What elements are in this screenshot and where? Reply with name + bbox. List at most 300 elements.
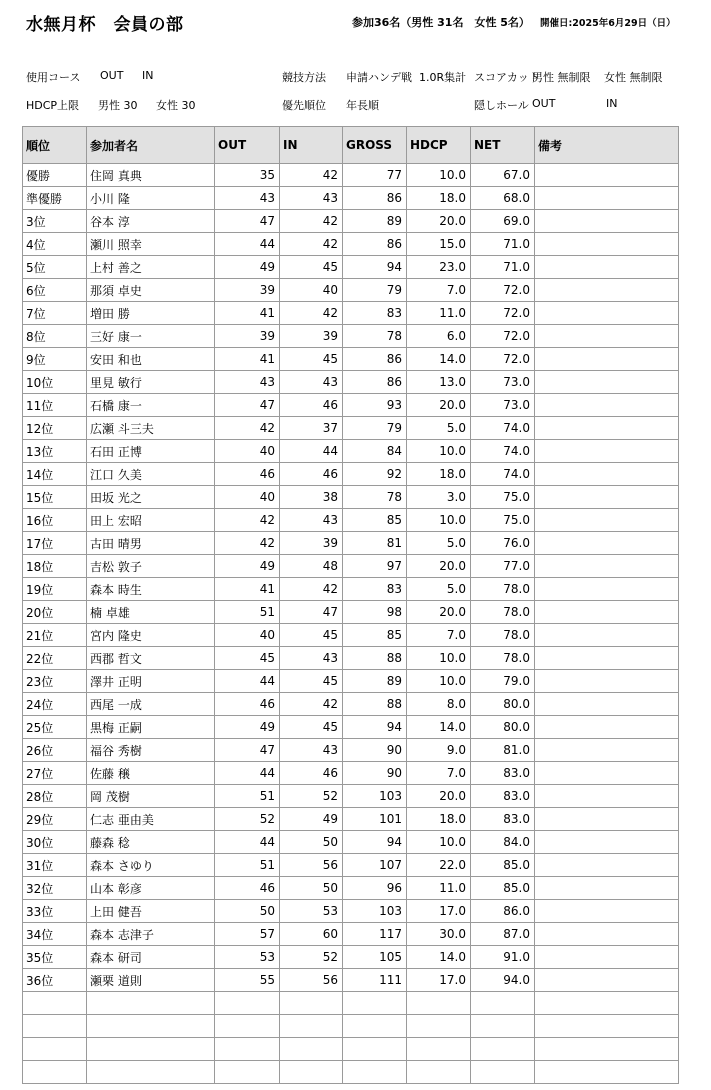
net-cell: 94.0 [471,969,535,992]
remarks-cell [535,394,679,417]
in-cell: 49 [280,808,343,831]
gross-cell: 97 [343,555,407,578]
hdcp-cell: 10.0 [407,164,471,187]
empty-cell [87,992,215,1015]
out-cell: 42 [215,509,280,532]
in-cell: 42 [280,693,343,716]
name-cell: 那須 卓史 [87,279,215,302]
empty-cell [471,1015,535,1038]
name-cell: 石橋 康一 [87,394,215,417]
remarks-cell [535,555,679,578]
header-rank: 順位 [23,127,87,164]
remarks-cell [535,946,679,969]
net-cell: 75.0 [471,486,535,509]
results-table [22,126,679,1084]
net-cell: 71.0 [471,256,535,279]
empty-cell [471,1038,535,1061]
hdcp-cell: 17.0 [407,900,471,923]
gross-cell: 78 [343,325,407,348]
cut-female: 女性 無制限 [604,71,663,84]
hdcp-cell: 10.0 [407,831,471,854]
in-cell: 45 [280,716,343,739]
name-cell: 上田 健吾 [87,900,215,923]
out-cell: 50 [215,900,280,923]
table-row [23,325,679,348]
gross-cell: 101 [343,808,407,831]
hdcp-cell: 14.0 [407,716,471,739]
hidden-hole-label: 隠しホール [474,99,529,112]
empty-row [23,992,679,1015]
name-cell: 黒梅 正嗣 [87,716,215,739]
empty-row [23,1061,679,1084]
name-cell: 西郡 哲文 [87,647,215,670]
net-cell: 80.0 [471,693,535,716]
course-out: OUT [100,69,124,82]
header-name: 参加者名 [87,127,215,164]
net-cell: 75.0 [471,509,535,532]
rank-cell: 15位 [23,486,87,509]
name-cell: 田坂 光之 [87,486,215,509]
hdcp-cell: 18.0 [407,463,471,486]
table-row [23,670,679,693]
in-cell: 45 [280,624,343,647]
hdcp-cell: 7.0 [407,624,471,647]
in-cell: 42 [280,233,343,256]
empty-cell [407,1015,471,1038]
table-row [23,854,679,877]
table-row [23,440,679,463]
in-cell: 46 [280,394,343,417]
empty-cell [23,992,87,1015]
gross-cell: 86 [343,371,407,394]
remarks-cell [535,670,679,693]
table-row [23,831,679,854]
gross-cell: 92 [343,463,407,486]
rank-cell: 18位 [23,555,87,578]
net-cell: 85.0 [471,877,535,900]
table-row [23,164,679,187]
method-label: 競技方法 [282,71,326,84]
in-cell: 47 [280,601,343,624]
remarks-cell [535,302,679,325]
gross-cell: 83 [343,578,407,601]
empty-cell [215,1015,280,1038]
in-cell: 37 [280,417,343,440]
gross-cell: 93 [343,394,407,417]
name-cell: 瀬川 照幸 [87,233,215,256]
in-cell: 45 [280,348,343,371]
table-row [23,371,679,394]
in-cell: 43 [280,509,343,532]
out-cell: 52 [215,808,280,831]
name-cell: 宮内 隆史 [87,624,215,647]
empty-row [23,1038,679,1061]
table-row [23,463,679,486]
rank-cell: 12位 [23,417,87,440]
in-cell: 60 [280,923,343,946]
hdcp-cell: 5.0 [407,578,471,601]
hdcp-cell: 20.0 [407,210,471,233]
remarks-cell [535,716,679,739]
out-cell: 44 [215,670,280,693]
in-cell: 42 [280,578,343,601]
empty-cell [343,1015,407,1038]
remarks-cell [535,371,679,394]
remarks-cell [535,624,679,647]
empty-cell [215,1061,280,1084]
empty-cell [280,1061,343,1084]
remarks-cell [535,785,679,808]
name-cell: 佐藤 穣 [87,762,215,785]
remarks-cell [535,187,679,210]
in-cell: 46 [280,762,343,785]
net-cell: 78.0 [471,624,535,647]
in-cell: 43 [280,647,343,670]
out-cell: 40 [215,486,280,509]
out-cell: 51 [215,601,280,624]
empty-cell [471,992,535,1015]
out-cell: 42 [215,532,280,555]
in-cell: 44 [280,440,343,463]
rank-cell: 準優勝 [23,187,87,210]
net-cell: 68.0 [471,187,535,210]
in-cell: 43 [280,187,343,210]
out-cell: 47 [215,394,280,417]
in-cell: 46 [280,463,343,486]
net-cell: 69.0 [471,210,535,233]
gross-cell: 85 [343,509,407,532]
in-cell: 40 [280,279,343,302]
name-cell: 小川 隆 [87,187,215,210]
gross-cell: 86 [343,187,407,210]
hdcp-cell: 30.0 [407,923,471,946]
in-cell: 53 [280,900,343,923]
method-value: 申請ハンデ戦 [346,71,412,84]
in-cell: 39 [280,325,343,348]
out-cell: 39 [215,279,280,302]
course-label: 使用コース [26,71,81,84]
header-hdcp: HDCP [407,127,471,164]
rank-cell: 25位 [23,716,87,739]
rank-cell: 24位 [23,693,87,716]
name-cell: 西尾 一成 [87,693,215,716]
table-row [23,946,679,969]
remarks-cell [535,831,679,854]
cut-label: スコアカット [474,71,540,84]
empty-cell [87,1015,215,1038]
remarks-cell [535,808,679,831]
hdcp-female: 女性 30 [156,99,196,112]
header-out: OUT [215,127,280,164]
empty-cell [343,1038,407,1061]
gross-cell: 94 [343,831,407,854]
rank-cell: 10位 [23,371,87,394]
name-cell: 増田 勝 [87,302,215,325]
header-gross: GROSS [343,127,407,164]
net-cell: 86.0 [471,900,535,923]
net-cell: 78.0 [471,578,535,601]
hdcp-male: 男性 30 [98,99,138,112]
empty-cell [23,1038,87,1061]
net-cell: 81.0 [471,739,535,762]
net-cell: 74.0 [471,417,535,440]
rank-cell: 17位 [23,532,87,555]
remarks-cell [535,877,679,900]
hdcp-cell: 14.0 [407,348,471,371]
name-cell: 森本 さゆり [87,854,215,877]
name-cell: 福谷 秀樹 [87,739,215,762]
rank-cell: 優勝 [23,164,87,187]
empty-cell [407,1061,471,1084]
hdcp-cell: 10.0 [407,670,471,693]
name-cell: 住岡 真典 [87,164,215,187]
in-cell: 38 [280,486,343,509]
hdcp-cell: 17.0 [407,969,471,992]
net-cell: 77.0 [471,555,535,578]
in-cell: 42 [280,302,343,325]
out-cell: 43 [215,371,280,394]
out-cell: 57 [215,923,280,946]
gross-cell: 88 [343,693,407,716]
remarks-cell [535,969,679,992]
empty-cell [23,1015,87,1038]
in-cell: 45 [280,670,343,693]
gross-cell: 96 [343,877,407,900]
out-cell: 47 [215,739,280,762]
empty-cell [535,992,679,1015]
table-row [23,279,679,302]
remarks-cell [535,325,679,348]
rank-cell: 16位 [23,509,87,532]
gross-cell: 90 [343,762,407,785]
hdcp-cell: 11.0 [407,877,471,900]
in-cell: 50 [280,831,343,854]
out-cell: 51 [215,854,280,877]
priority-value: 年長順 [346,99,379,112]
table-row [23,210,679,233]
empty-cell [215,1038,280,1061]
gross-cell: 94 [343,716,407,739]
remarks-cell [535,233,679,256]
gross-cell: 78 [343,486,407,509]
in-cell: 43 [280,371,343,394]
hdcp-cell: 3.0 [407,486,471,509]
out-cell: 41 [215,578,280,601]
out-cell: 51 [215,785,280,808]
table-header-row [23,127,679,164]
rank-cell: 29位 [23,808,87,831]
rank-cell: 19位 [23,578,87,601]
table-row [23,624,679,647]
rank-cell: 36位 [23,969,87,992]
in-cell: 56 [280,969,343,992]
name-cell: 楠 卓雄 [87,601,215,624]
hdcp-cell: 10.0 [407,647,471,670]
name-cell: 仁志 亜由美 [87,808,215,831]
name-cell: 森本 研司 [87,946,215,969]
rank-cell: 11位 [23,394,87,417]
out-cell: 49 [215,555,280,578]
table-row [23,647,679,670]
table-row [23,923,679,946]
table-row [23,509,679,532]
cut-male: 男性 無制限 [532,71,591,84]
out-cell: 35 [215,164,280,187]
out-cell: 55 [215,969,280,992]
out-cell: 44 [215,762,280,785]
net-cell: 83.0 [471,785,535,808]
name-cell: 石田 正博 [87,440,215,463]
gross-cell: 79 [343,279,407,302]
remarks-cell [535,486,679,509]
remarks-cell [535,647,679,670]
rank-cell: 7位 [23,302,87,325]
hdcp-cell: 20.0 [407,394,471,417]
hdcp-cell: 7.0 [407,762,471,785]
net-cell: 87.0 [471,923,535,946]
name-cell: 上村 善之 [87,256,215,279]
header-net: NET [471,127,535,164]
gross-cell: 103 [343,785,407,808]
name-cell: 江口 久美 [87,463,215,486]
gross-cell: 90 [343,739,407,762]
table-row [23,716,679,739]
remarks-cell [535,463,679,486]
rank-cell: 20位 [23,601,87,624]
remarks-cell [535,164,679,187]
net-cell: 74.0 [471,463,535,486]
in-cell: 48 [280,555,343,578]
hdcp-cell: 13.0 [407,371,471,394]
gross-cell: 86 [343,348,407,371]
hdcp-cell: 10.0 [407,509,471,532]
table-row [23,394,679,417]
out-cell: 45 [215,647,280,670]
remarks-cell [535,210,679,233]
name-cell: 吉松 敦子 [87,555,215,578]
out-cell: 53 [215,946,280,969]
in-cell: 42 [280,164,343,187]
name-cell: 澤井 正明 [87,670,215,693]
table-row [23,601,679,624]
empty-row [23,1015,679,1038]
name-cell: 広瀬 斗三夫 [87,417,215,440]
gross-cell: 94 [343,256,407,279]
net-cell: 78.0 [471,601,535,624]
table-row [23,187,679,210]
net-cell: 80.0 [471,716,535,739]
name-cell: 三好 康一 [87,325,215,348]
rank-cell: 27位 [23,762,87,785]
empty-cell [343,992,407,1015]
net-cell: 83.0 [471,808,535,831]
rank-cell: 30位 [23,831,87,854]
out-cell: 44 [215,831,280,854]
rank-cell: 28位 [23,785,87,808]
hidden-hole-out: OUT [532,97,556,110]
in-cell: 43 [280,739,343,762]
gross-cell: 88 [343,647,407,670]
table-row [23,578,679,601]
rank-cell: 9位 [23,348,87,371]
table-row [23,302,679,325]
rank-cell: 34位 [23,923,87,946]
remarks-cell [535,417,679,440]
rank-cell: 14位 [23,463,87,486]
out-cell: 49 [215,256,280,279]
name-cell: 森本 志津子 [87,923,215,946]
hdcp-cell: 10.0 [407,440,471,463]
remarks-cell [535,578,679,601]
remarks-cell [535,601,679,624]
out-cell: 41 [215,348,280,371]
net-cell: 76.0 [471,532,535,555]
empty-cell [471,1061,535,1084]
hdcp-cell: 14.0 [407,946,471,969]
rank-cell: 5位 [23,256,87,279]
name-cell: 山本 彰彦 [87,877,215,900]
hdcp-cell: 11.0 [407,302,471,325]
net-cell: 72.0 [471,302,535,325]
out-cell: 43 [215,187,280,210]
table-row [23,877,679,900]
gross-cell: 86 [343,233,407,256]
remarks-cell [535,509,679,532]
rank-cell: 31位 [23,854,87,877]
remarks-cell [535,440,679,463]
empty-cell [535,1015,679,1038]
empty-cell [87,1038,215,1061]
empty-cell [87,1061,215,1084]
hdcp-cell: 5.0 [407,417,471,440]
header-in: IN [280,127,343,164]
table-row [23,693,679,716]
rank-cell: 3位 [23,210,87,233]
empty-cell [407,1038,471,1061]
net-cell: 85.0 [471,854,535,877]
name-cell: 森本 時生 [87,578,215,601]
name-cell: 岡 茂樹 [87,785,215,808]
hdcp-cell: 20.0 [407,555,471,578]
name-cell: 田上 宏昭 [87,509,215,532]
rank-cell: 8位 [23,325,87,348]
rank-cell: 13位 [23,440,87,463]
net-cell: 71.0 [471,233,535,256]
remarks-cell [535,762,679,785]
remarks-cell [535,739,679,762]
remarks-cell [535,348,679,371]
net-cell: 72.0 [471,325,535,348]
in-cell: 52 [280,785,343,808]
participant-count: 参加36名（男性 31名 女性 5名） [352,16,530,29]
hdcp-cell: 20.0 [407,785,471,808]
hdcp-cell: 20.0 [407,601,471,624]
gross-cell: 89 [343,210,407,233]
out-cell: 44 [215,233,280,256]
out-cell: 49 [215,716,280,739]
hdcp-cell: 5.0 [407,532,471,555]
remarks-cell [535,532,679,555]
rank-cell: 21位 [23,624,87,647]
gross-cell: 103 [343,900,407,923]
net-cell: 74.0 [471,440,535,463]
table-row [23,808,679,831]
hdcp-cell: 15.0 [407,233,471,256]
name-cell: 藤森 稔 [87,831,215,854]
out-cell: 42 [215,417,280,440]
hdcp-cell: 23.0 [407,256,471,279]
hdcp-label: HDCP上限 [26,99,80,112]
